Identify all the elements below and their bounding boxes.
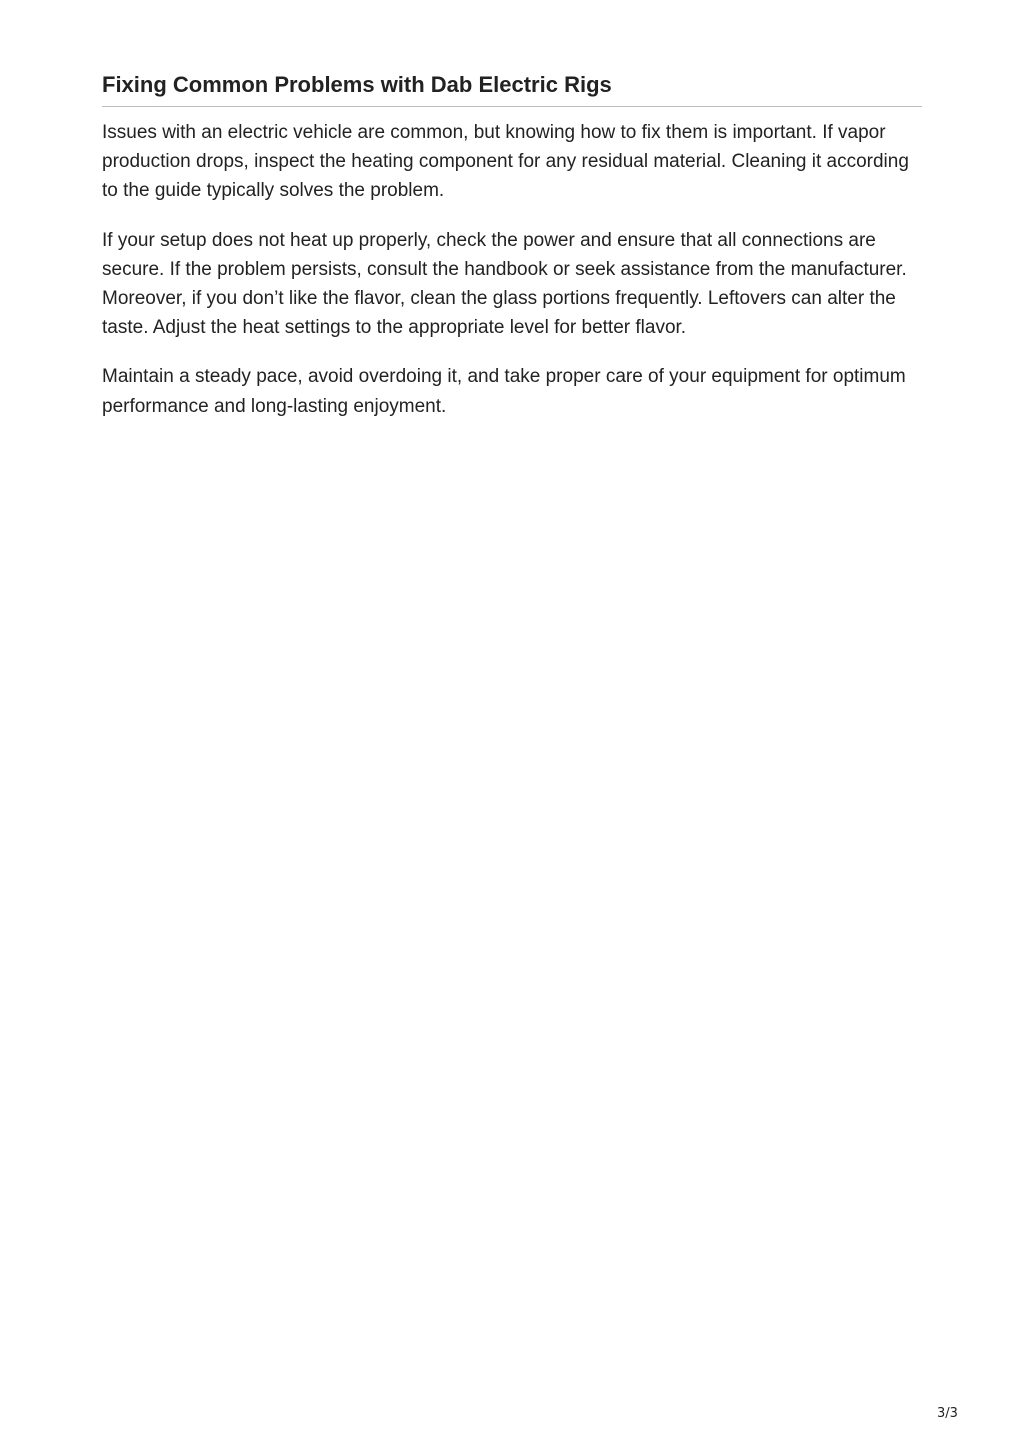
paragraph-troubleshooting-vapor: Issues with an electric vehicle are common, but knowing how to fix them is important. If vapor production drops, inspect the heating component for any residual material. Cleaning it according to the guide typically solves the problem. — [102, 122, 909, 202]
section-heading: Fixing Common Problems with Dab Electric Rigs — [102, 70, 922, 107]
paragraph-maintenance-advice: Maintain a steady pace, avoid overdoing it, and take proper care of your equipment for optimum performance and long-lasting enjoyment. — [102, 366, 906, 417]
page-number: 3/3 — [937, 1406, 958, 1421]
paragraph-troubleshooting-heat-flavor: If your setup does not heat up properly, check the power and ensure that all connections are secure. If the problem persists, consult the handbook or seek assistance from the manufacturer. Moreover, if you don’t like the flavor, clean the glass portions frequently. Leftovers can alter the taste. Adjust the heat settings to the appropriate level for better flavor. — [102, 229, 907, 339]
document-content — [102, 70, 922, 421]
